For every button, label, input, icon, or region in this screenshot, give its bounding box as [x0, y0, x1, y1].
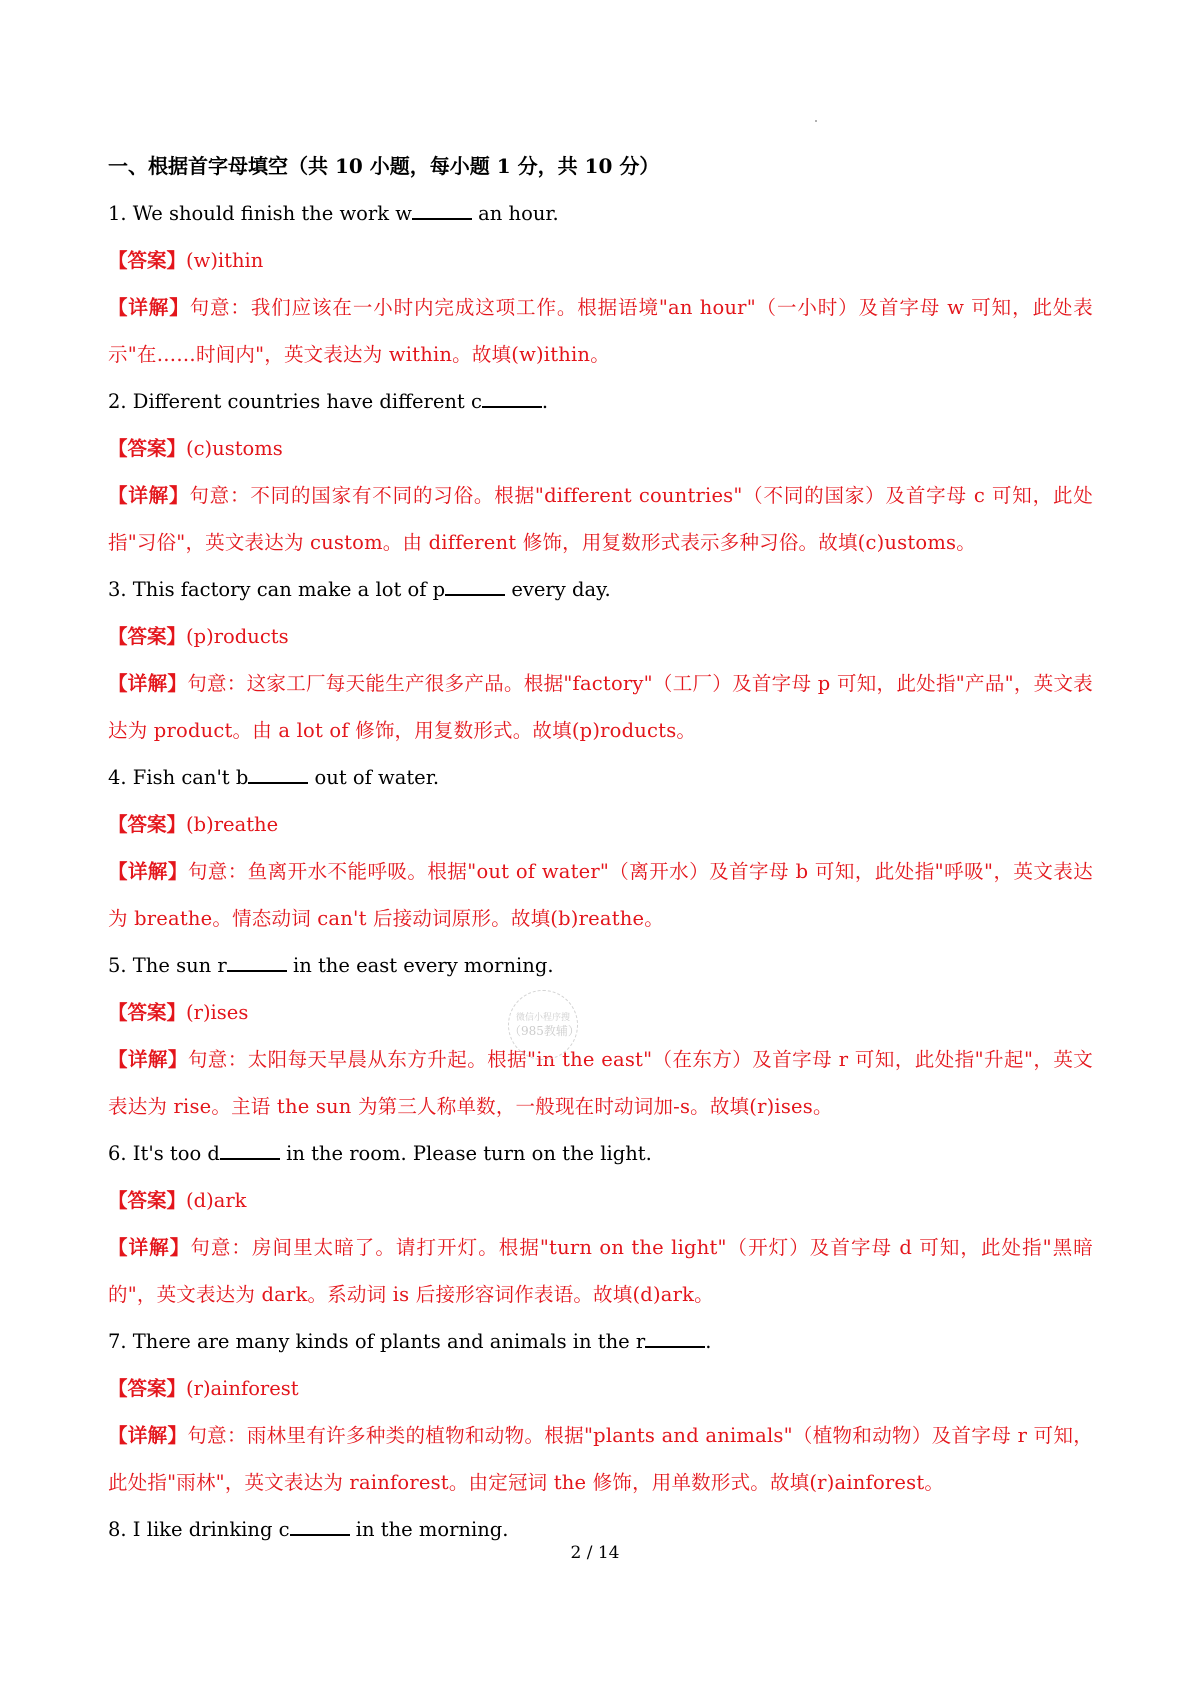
detail-5 [108, 1036, 1093, 1130]
answer-5 [108, 989, 1093, 1036]
answer-blank [220, 1138, 280, 1160]
question-4 [108, 754, 1093, 801]
detail-text: 句意：雨林里有许多种类的植物和动物。根据"plants and animals"（植物和动物）及首字母 r 可知，此处指"雨林"，英文表达为 rainforest。由定冠词 the 修饰，用单数形式。故填(r)ainforest。 [108, 1424, 1093, 1494]
question-text-after: . [705, 1330, 712, 1353]
detail-label: 【详解】 [108, 1236, 191, 1259]
detail-text: 句意：房间里太暗了。请打开灯。根据"turn on the light"（开灯）及首字母 d 可知，此处指"黑暗的"，英文表达为 dark。系动词 is 后接形容词作表语。故填(d)ark。 [108, 1236, 1093, 1306]
answer-4 [108, 801, 1093, 848]
question-text-after: in the room. Please turn on the light. [279, 1142, 652, 1165]
detail-label: 【详解】 [108, 296, 190, 319]
answer-value: (p)roducts [186, 625, 289, 648]
answer-value: (w)ithin [186, 249, 264, 272]
question-text: 6. It's too d [108, 1142, 220, 1165]
question-text-after: . [541, 390, 549, 413]
answer-value: (c)ustoms [186, 437, 283, 460]
detail-2 [108, 472, 1093, 566]
question-text-after: an hour. [471, 202, 559, 225]
watermark-line-2: （985教辅） [509, 1024, 580, 1038]
answer-label: 【答案】 [108, 625, 187, 648]
answer-value: (r)ises [186, 1001, 249, 1024]
answer-blank [482, 386, 542, 408]
detail-text: 句意：太阳每天早晨从东方升起。根据"in the east"（在东方）及首字母 r 可知，此处指"升起"，英文表达为 rise。主语 the sun 为第三人称单数，一般现在时动词加-s。故填(r)ises。 [108, 1048, 1093, 1118]
answer-value: (d)ark [186, 1189, 247, 1212]
answer-label: 【答案】 [108, 437, 187, 460]
question-7 [108, 1318, 1093, 1365]
detail-7 [108, 1412, 1093, 1506]
detail-text: 句意：我们应该在一小时内完成这项工作。根据语境"an hour"（一小时）及首字母 w 可知，此处表示"在……时间内"，英文表达为 within。故填(w)ithin。 [108, 296, 1093, 366]
question-text-after: in the east every morning. [286, 954, 554, 977]
detail-label: 【详解】 [108, 1048, 188, 1071]
answer-1 [108, 237, 1093, 284]
watermark-line-1: 微信小程序搜 [515, 1013, 570, 1023]
detail-text: 句意：这家工厂每天能生产很多产品。根据"factory"（工厂）及首字母 p 可知，此处指"产品"，英文表达为 product。由 a lot of 修饰，用复数形式。故填(p)roducts。 [108, 672, 1093, 742]
question-3 [108, 566, 1093, 613]
answer-3 [108, 613, 1093, 660]
answer-blank [227, 950, 287, 972]
detail-label: 【详解】 [108, 672, 188, 695]
page-number: 2 / 14 [570, 1543, 620, 1563]
question-text: 3. This factory can make a lot of p [108, 578, 446, 601]
answer-label: 【答案】 [108, 1377, 187, 1400]
question-text: 8. I like drinking c [108, 1518, 290, 1541]
detail-label: 【详解】 [108, 860, 188, 883]
watermark-stamp [508, 990, 578, 1060]
question-text: 4. Fish can't b [108, 766, 249, 789]
question-text: 5. The sun r [108, 954, 227, 977]
detail-6 [108, 1224, 1093, 1318]
question-text: 1. We should finish the work w [108, 202, 412, 225]
question-1 [108, 190, 1093, 237]
detail-4 [108, 848, 1093, 942]
question-6 [108, 1130, 1093, 1177]
detail-text: 句意：不同的国家有不同的习俗。根据"different countries"（不同的国家）及首字母 c 可知，此处指"习俗"，英文表达为 custom。由 different 修饰，用复数形式表示多种习俗。故填(c)ustoms。 [108, 484, 1093, 554]
answer-label: 【答案】 [108, 1189, 187, 1212]
detail-label: 【详解】 [108, 484, 190, 507]
answer-blank [645, 1326, 705, 1348]
answer-blank [445, 574, 505, 596]
answer-value: (b)reathe [186, 813, 279, 836]
question-list [108, 190, 1093, 1553]
answer-6 [108, 1177, 1093, 1224]
question-5 [108, 942, 1093, 989]
detail-label: 【详解】 [108, 1424, 188, 1447]
detail-3 [108, 660, 1093, 754]
answer-blank [290, 1514, 350, 1536]
question-text: 2. Different countries have different c [108, 390, 482, 413]
answer-label: 【答案】 [108, 249, 187, 272]
answer-label: 【答案】 [108, 813, 187, 836]
answer-value: (r)ainforest [186, 1377, 299, 1400]
question-text: 7. There are many kinds of plants and animals in the r [108, 1330, 646, 1353]
stray-dot [815, 120, 817, 122]
answer-blank [248, 762, 308, 784]
detail-text: 句意：鱼离开水不能呼吸。根据"out of water"（离开水）及首字母 b 可知，此处指"呼吸"，英文表达为 breathe。情态动词 can't 后接动词原形。故填(b)reathe。 [108, 860, 1093, 930]
question-text-after: every day. [505, 578, 611, 601]
answer-label: 【答案】 [108, 1001, 187, 1024]
answer-7 [108, 1365, 1093, 1412]
detail-1 [108, 284, 1093, 378]
question-text-after: out of water. [308, 766, 440, 789]
question-text-after: in the morning. [349, 1518, 509, 1541]
answer-blank [412, 198, 472, 220]
question-2 [108, 378, 1093, 425]
answer-2 [108, 425, 1093, 472]
section-title: 一、根据首字母填空（共 10 小题，每小题 1 分，共 10 分） [108, 154, 660, 178]
